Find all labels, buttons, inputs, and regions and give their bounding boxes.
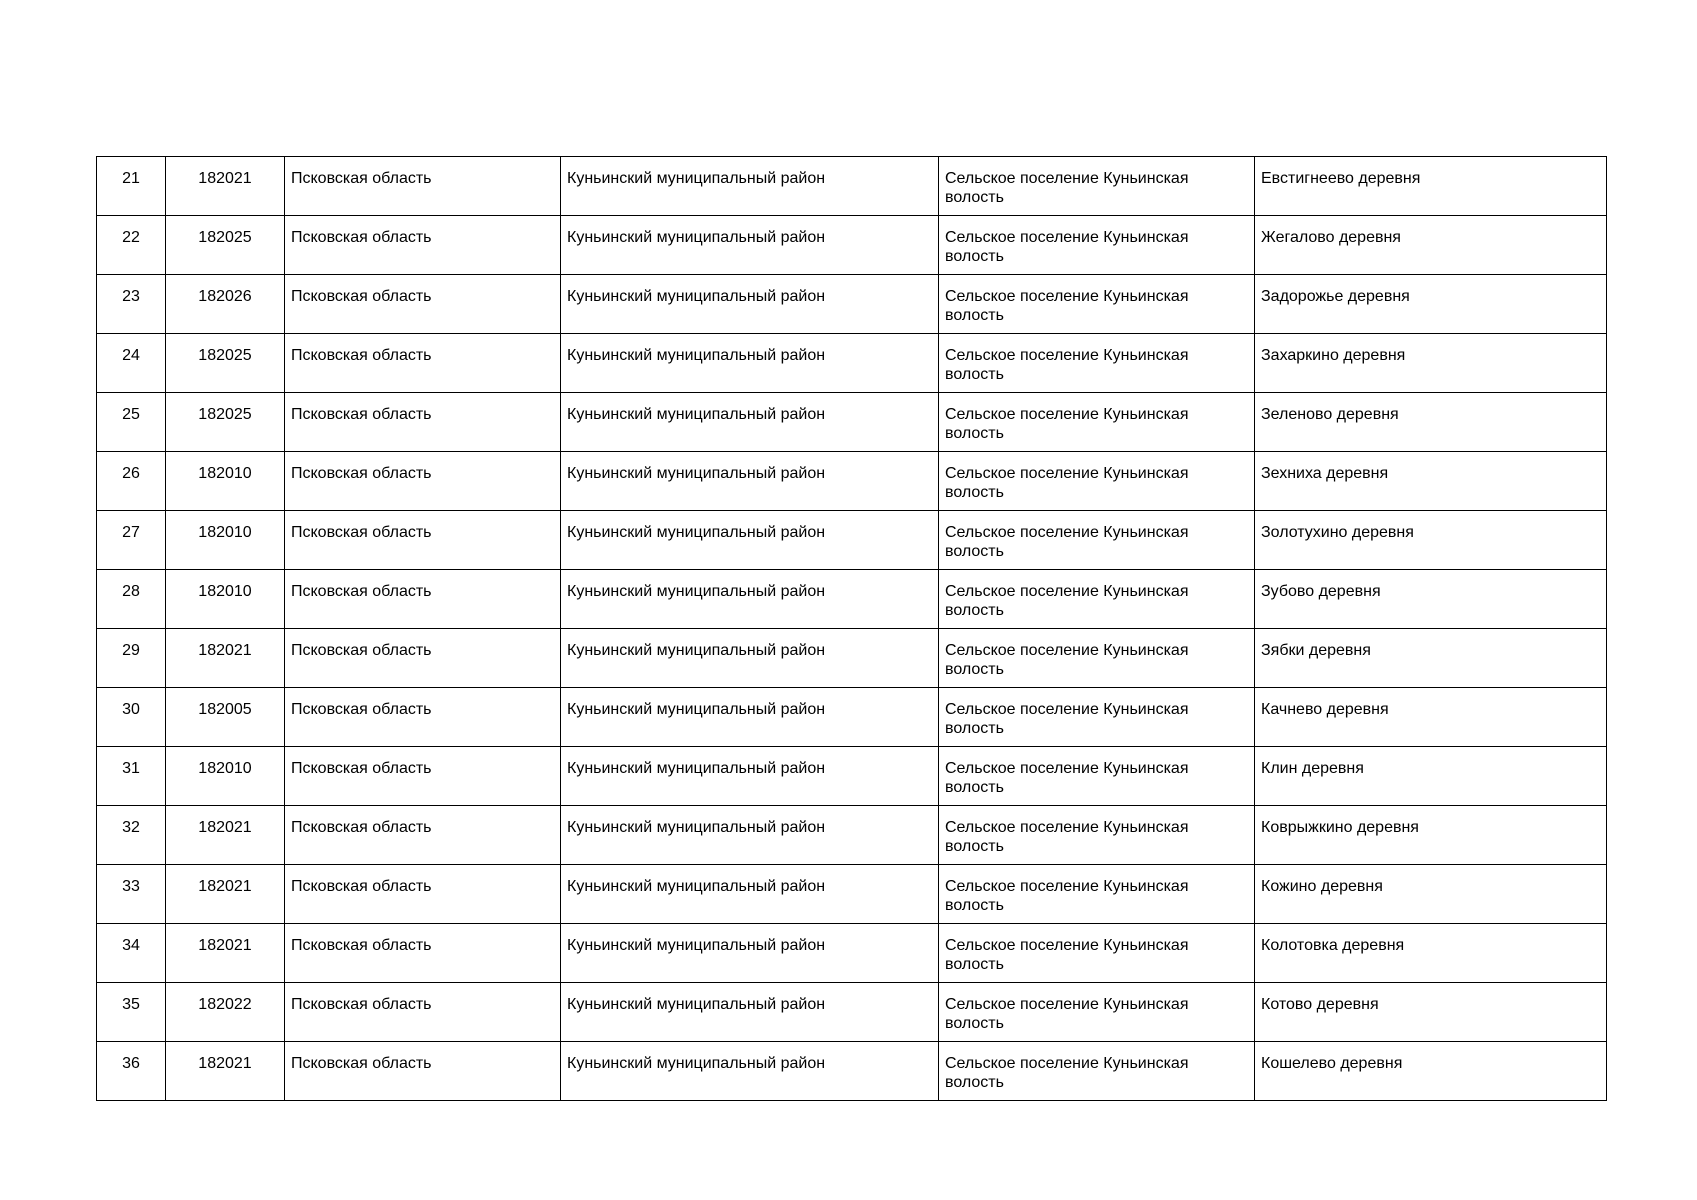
row-number-cell: 27 [97, 511, 166, 570]
table-row [97, 511, 1607, 570]
row-number-cell: 30 [97, 688, 166, 747]
postal-code-cell: 182022 [166, 983, 285, 1042]
place-cell: Кошелево деревня [1255, 1042, 1607, 1101]
district-cell: Куньинский муниципальный район [561, 1042, 939, 1101]
table-row [97, 157, 1607, 216]
row-number-cell: 26 [97, 452, 166, 511]
region-cell: Псковская область [285, 275, 561, 334]
table-row [97, 452, 1607, 511]
district-cell: Куньинский муниципальный район [561, 983, 939, 1042]
place-cell: Задорожье деревня [1255, 275, 1607, 334]
settlement-cell: Сельское поселение Куньинская волость [939, 983, 1255, 1042]
postal-code-cell: 182025 [166, 216, 285, 275]
district-cell: Куньинский муниципальный район [561, 688, 939, 747]
region-cell: Псковская область [285, 806, 561, 865]
district-cell: Куньинский муниципальный район [561, 216, 939, 275]
settlement-cell: Сельское поселение Куньинская волость [939, 1042, 1255, 1101]
table-row [97, 629, 1607, 688]
district-cell: Куньинский муниципальный район [561, 570, 939, 629]
postal-code-cell: 182010 [166, 452, 285, 511]
region-cell: Псковская область [285, 865, 561, 924]
postal-code-cell: 182021 [166, 629, 285, 688]
settlement-cell: Сельское поселение Куньинская волость [939, 511, 1255, 570]
place-cell: Качнево деревня [1255, 688, 1607, 747]
row-number-cell: 24 [97, 334, 166, 393]
table-row [97, 1042, 1607, 1101]
row-number-cell: 23 [97, 275, 166, 334]
region-cell: Псковская область [285, 688, 561, 747]
settlements-table-body [97, 157, 1607, 1101]
district-cell: Куньинский муниципальный район [561, 157, 939, 216]
place-cell: Зябки деревня [1255, 629, 1607, 688]
district-cell: Куньинский муниципальный район [561, 393, 939, 452]
place-cell: Котово деревня [1255, 983, 1607, 1042]
place-cell: Зеленово деревня [1255, 393, 1607, 452]
place-cell: Зехниха деревня [1255, 452, 1607, 511]
row-number-cell: 28 [97, 570, 166, 629]
row-number-cell: 34 [97, 924, 166, 983]
table-row [97, 747, 1607, 806]
row-number-cell: 35 [97, 983, 166, 1042]
table-row [97, 334, 1607, 393]
table-row [97, 688, 1607, 747]
region-cell: Псковская область [285, 216, 561, 275]
settlement-cell: Сельское поселение Куньинская волость [939, 275, 1255, 334]
district-cell: Куньинский муниципальный район [561, 806, 939, 865]
settlement-cell: Сельское поселение Куньинская волость [939, 924, 1255, 983]
place-cell: Зубово деревня [1255, 570, 1607, 629]
region-cell: Псковская область [285, 452, 561, 511]
postal-code-cell: 182021 [166, 157, 285, 216]
postal-code-cell: 182021 [166, 865, 285, 924]
region-cell: Псковская область [285, 629, 561, 688]
row-number-cell: 32 [97, 806, 166, 865]
region-cell: Псковская область [285, 1042, 561, 1101]
region-cell: Псковская область [285, 511, 561, 570]
district-cell: Куньинский муниципальный район [561, 747, 939, 806]
district-cell: Куньинский муниципальный район [561, 511, 939, 570]
postal-code-cell: 182021 [166, 924, 285, 983]
settlements-table [96, 156, 1607, 1101]
district-cell: Куньинский муниципальный район [561, 629, 939, 688]
settlement-cell: Сельское поселение Куньинская волость [939, 806, 1255, 865]
postal-code-cell: 182010 [166, 570, 285, 629]
region-cell: Псковская область [285, 157, 561, 216]
row-number-cell: 22 [97, 216, 166, 275]
table-row [97, 216, 1607, 275]
postal-code-cell: 182005 [166, 688, 285, 747]
row-number-cell: 21 [97, 157, 166, 216]
row-number-cell: 29 [97, 629, 166, 688]
table-row [97, 806, 1607, 865]
region-cell: Псковская область [285, 334, 561, 393]
postal-code-cell: 182021 [166, 806, 285, 865]
district-cell: Куньинский муниципальный район [561, 275, 939, 334]
row-number-cell: 33 [97, 865, 166, 924]
row-number-cell: 31 [97, 747, 166, 806]
row-number-cell: 25 [97, 393, 166, 452]
table-row [97, 865, 1607, 924]
postal-code-cell: 182021 [166, 1042, 285, 1101]
postal-code-cell: 182010 [166, 511, 285, 570]
postal-code-cell: 182025 [166, 393, 285, 452]
district-cell: Куньинский муниципальный район [561, 452, 939, 511]
table-row [97, 393, 1607, 452]
settlement-cell: Сельское поселение Куньинская волость [939, 393, 1255, 452]
district-cell: Куньинский муниципальный район [561, 924, 939, 983]
district-cell: Куньинский муниципальный район [561, 865, 939, 924]
settlement-cell: Сельское поселение Куньинская волость [939, 216, 1255, 275]
region-cell: Псковская область [285, 393, 561, 452]
region-cell: Псковская область [285, 747, 561, 806]
district-cell: Куньинский муниципальный район [561, 334, 939, 393]
place-cell: Коврыжкино деревня [1255, 806, 1607, 865]
region-cell: Псковская область [285, 570, 561, 629]
region-cell: Псковская область [285, 924, 561, 983]
table-row [97, 924, 1607, 983]
postal-code-cell: 182010 [166, 747, 285, 806]
settlement-cell: Сельское поселение Куньинская волость [939, 865, 1255, 924]
settlement-cell: Сельское поселение Куньинская волость [939, 570, 1255, 629]
table-row [97, 570, 1607, 629]
table-row [97, 983, 1607, 1042]
settlement-cell: Сельское поселение Куньинская волость [939, 452, 1255, 511]
postal-code-cell: 182025 [166, 334, 285, 393]
row-number-cell: 36 [97, 1042, 166, 1101]
settlement-cell: Сельское поселение Куньинская волость [939, 629, 1255, 688]
place-cell: Золотухино деревня [1255, 511, 1607, 570]
place-cell: Клин деревня [1255, 747, 1607, 806]
settlement-cell: Сельское поселение Куньинская волость [939, 688, 1255, 747]
place-cell: Евстигнеево деревня [1255, 157, 1607, 216]
place-cell: Жегалово деревня [1255, 216, 1607, 275]
table-row [97, 275, 1607, 334]
place-cell: Колотовка деревня [1255, 924, 1607, 983]
place-cell: Захаркино деревня [1255, 334, 1607, 393]
settlement-cell: Сельское поселение Куньинская волость [939, 334, 1255, 393]
settlement-cell: Сельское поселение Куньинская волость [939, 157, 1255, 216]
postal-code-cell: 182026 [166, 275, 285, 334]
region-cell: Псковская область [285, 983, 561, 1042]
settlement-cell: Сельское поселение Куньинская волость [939, 747, 1255, 806]
place-cell: Кожино деревня [1255, 865, 1607, 924]
